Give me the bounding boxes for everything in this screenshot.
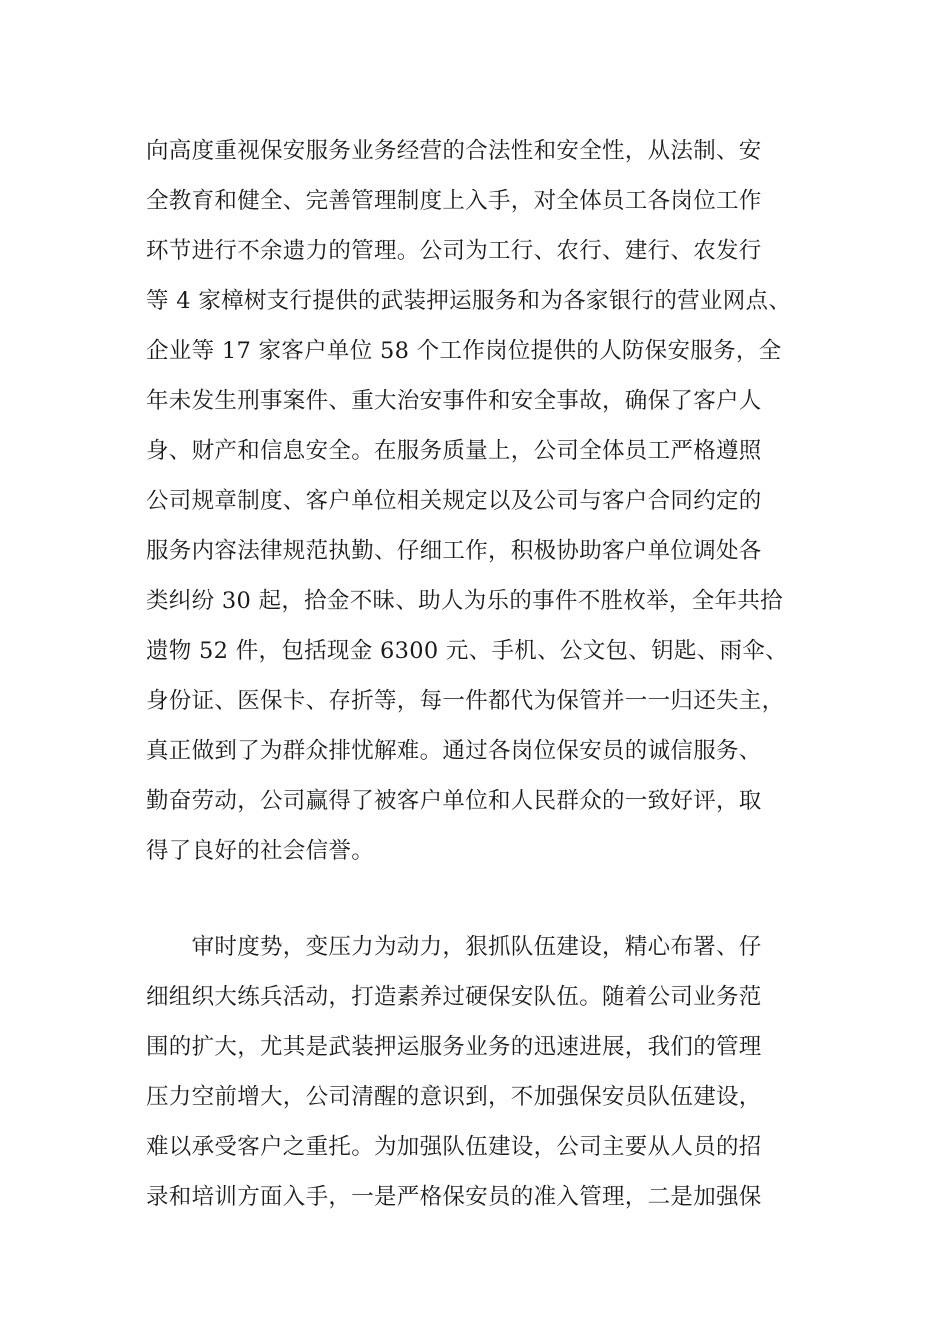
paragraph-line: 向高度重视保安服务业务经营的合法性和安全性，从法制、安	[146, 138, 762, 164]
paragraph-line: 公司规章制度、客户单位相关规定以及公司与客户合同约定的	[146, 488, 762, 514]
paragraph-line: 录和培训方面入手，一是严格保安员的准入管理，二是加强保	[146, 1184, 762, 1210]
paragraph-line: 审时度势，变压力为动力，狠抓队伍建设，精心布署、仔	[146, 934, 762, 960]
paragraph-line: 身份证、医保卡、存折等，每一件都代为保管并一一归还失主，	[146, 688, 785, 714]
paragraph-line: 勤奋劳动，公司赢得了被客户单位和人民群众的一致好评，取	[146, 788, 762, 814]
paragraph-line: 服务内容法律规范执勤、仔细工作，积极协助客户单位调处各	[146, 538, 762, 564]
paragraph-line: 真正做到了为群众排忧解难。通过各岗位保安员的诚信服务、	[146, 738, 762, 764]
paragraph-1	[146, 126, 836, 876]
paragraph-line: 细组织大练兵活动，打造素养过硬保安队伍。随着公司业务范	[146, 984, 762, 1010]
paragraph-line: 类纠纷 30 起，拾金不昧、助人为乐的事件不胜枚举，全年共拾	[146, 588, 783, 614]
paragraph-line: 身、财产和信息安全。在服务质量上，公司全体员工严格遵照	[146, 438, 762, 464]
paragraph-line: 压力空前增大，公司清醒的意识到，不加强保安员队伍建设，	[146, 1084, 762, 1110]
paragraph-line: 遗物 52 件，包括现金 6300 元、手机、公文包、钥匙、雨伞、	[146, 638, 788, 664]
paragraph-line: 年未发生刑事案件、重大治安事件和安全事故，确保了客户人	[146, 388, 762, 414]
paragraph-line: 企业等 17 家客户单位 58 个工作岗位提供的人防保安服务，全	[146, 338, 782, 364]
paragraph-line: 环节进行不余遗力的管理。公司为工行、农行、建行、农发行	[146, 238, 762, 264]
paragraph-2	[146, 922, 836, 1222]
paragraph-line: 难以承受客户之重托。为加强队伍建设，公司主要从人员的招	[146, 1134, 762, 1160]
paragraph-line: 得了良好的社会信誉。	[146, 838, 375, 864]
paragraph-line: 等 4 家樟树支行提供的武装押运服务和为各家银行的营业网点、	[146, 288, 792, 314]
paragraph-line: 围的扩大，尤其是武装押运服务业务的迅速进展，我们的管理	[146, 1034, 762, 1060]
paragraph-line: 全教育和健全、完善管理制度上入手，对全体员工各岗位工作	[146, 188, 762, 214]
